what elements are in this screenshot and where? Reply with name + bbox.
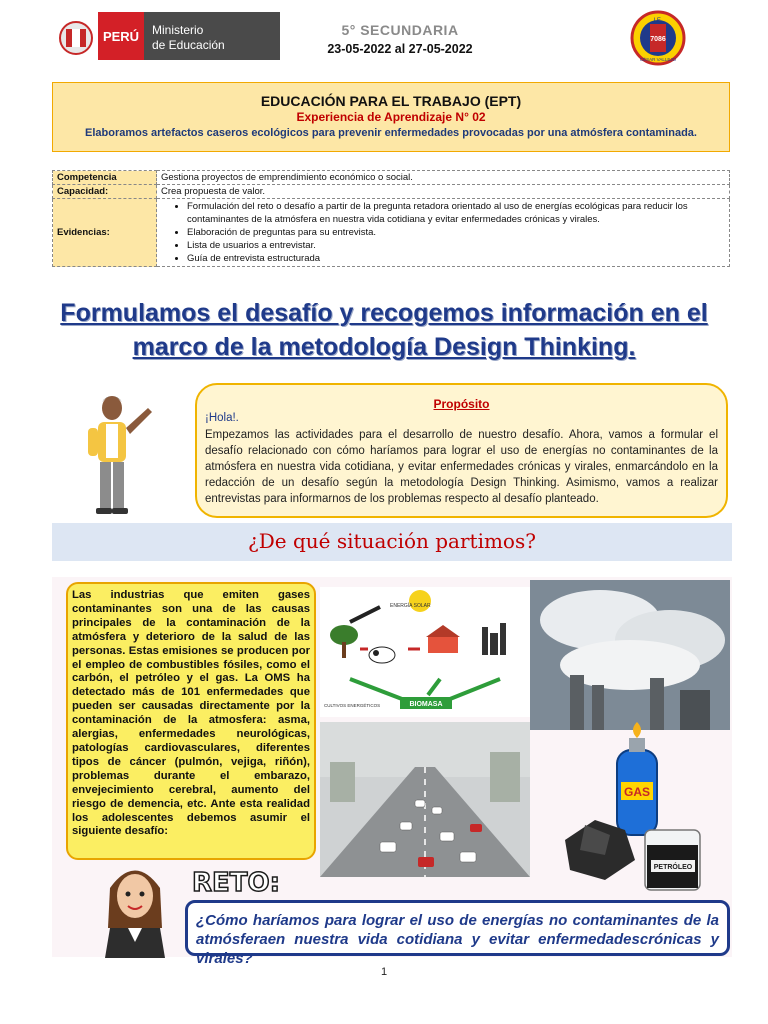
title-box [52, 82, 730, 152]
ministry-logo [52, 12, 280, 60]
poster-text: Las industrias que emiten gases contaminantes son una de las causas principales de la contaminación de la atmósfera y deterioro de la salud de las personas. Estas emisiones se producen por el empleo de combustibles fósiles, como el carbón, el petróleo y el gas. La OMS ha detectado más de 101 enfermedades que pueden ser causadas directamente por la contaminación de la atmosfera: asma, alergias, enfermedades neurológicas, patologías cardiovasculares, diferentes tipos de cáncer (pulmón, vejiga, riñón), problemas durante el embarazo, envejecimiento cerebral, aumento del riesgo de demencia, etc. Ante esta realidad los adolescentes debemos asumir el siguiente desafío: [72, 589, 310, 838]
page-title-line1: Formulamos el desafío y recogemos información en el [60, 299, 708, 327]
gas-label: GAS [623, 785, 651, 799]
biomass-diagram [320, 587, 530, 717]
purpose-greeting: ¡Hola!. [205, 412, 239, 424]
arrow-icon [350, 607, 380, 622]
capacity-label: Capacidad: [53, 185, 157, 199]
purpose-title: Propósito [433, 397, 490, 411]
student-illustration [70, 388, 160, 518]
diagram-energy-label: ENERGÍA SOLAR [390, 603, 431, 609]
page-number: 1 [380, 966, 388, 978]
table-row [53, 185, 730, 199]
page-title-line2: marco de la metodología Design Thinking. [132, 333, 636, 361]
purpose-body: Empezamos las actividades para el desarrollo de nuestro desafío. Ahora, vamos a formular el desafío relacionado con cómo haríamos para lograr el uso de energías no contaminantes de la atmósfera en nuestra vida cotidiana, y evitar enfermedades crónicas y virales, enmarcándolo en la redacción de un desafío según la metodología Design Thinking. Asimismo, vamos a realizar entrevistas para informarnos de los problemas respecto al desafío planteado. [205, 429, 718, 505]
fossil-fuels-image [555, 720, 730, 895]
situation-banner [52, 523, 732, 561]
situation-heading: ¿De qué situación partimos? [248, 529, 536, 553]
table-row [53, 199, 730, 267]
challenge-label: RETO: [192, 868, 281, 898]
ministry-line2: de Educación [152, 38, 225, 52]
table-row [53, 171, 730, 185]
school-emblem [630, 10, 686, 66]
evidence-list-cell [157, 199, 730, 267]
list-item: • Elaboración de preguntas para su entrevista. [187, 226, 725, 239]
diagram-biomass-label: BIOMASA [409, 701, 443, 708]
peru-label: PERÚ [102, 29, 140, 44]
emblem-number: 7086 [650, 36, 666, 43]
experience-title: Experiencia de Aprendizaje N° 02 [296, 110, 486, 124]
evidence-list [161, 200, 725, 265]
competency-table [52, 170, 730, 267]
peru-coat-of-arms-icon [60, 22, 92, 54]
evidence-label: Evidencias: [53, 199, 157, 267]
smog-highway-image [320, 722, 530, 877]
teacher-illustration [90, 858, 180, 958]
purpose-box [195, 383, 728, 518]
grade-label: 5° SECUNDARIA [341, 22, 459, 38]
factory-smoke-image [530, 580, 730, 730]
list-item: • Guía de entrevista estructurada [187, 252, 725, 265]
experience-description: Elaboramos artefactos caseros ecológicos para prevenir enfermedades provocadas por una atmósfera contaminada. [85, 127, 697, 139]
oil-label: PETRÓLEO [653, 864, 693, 871]
diagram-crops-label: CULTIVOS ENERGÉTICOS [324, 703, 381, 708]
list-item: • Lista de usuarios a entrevistar. [187, 239, 725, 252]
course-title: EDUCACIÓN PARA EL TRABAJO (EPT) [260, 93, 522, 109]
list-item: • Formulación del reto o desafío a partir de la pregunta retadora orientado al uso de energías ecológicas para reducir los contaminantes de la atmósfera en nuestra vida cotidiana y evitar enfermedades crónicas y virales. [187, 200, 725, 226]
emblem-top-text: I.E. [653, 18, 663, 24]
challenge-question: ¿Cómo haríamos para lograr el uso de energías no contaminantes de la atmósferaen nuestra vida cotidiana y evitar enfermedadescrónicas y virales? [196, 912, 719, 967]
date-range: 23-05-2022 al 27-05-2022 [327, 42, 473, 56]
capacity-value: Crea propuesta de valor. [157, 185, 730, 199]
challenge-box [185, 900, 730, 967]
ministry-line1: Ministerio [152, 23, 204, 37]
competency-value: Gestiona proyectos de emprendimiento económico o social. [157, 171, 730, 185]
competency-label: Competencia [53, 171, 157, 185]
emblem-bottom-text: CÉSAR VALLEJO [639, 57, 677, 62]
page-title [40, 296, 728, 364]
poster-text-box [66, 582, 316, 860]
